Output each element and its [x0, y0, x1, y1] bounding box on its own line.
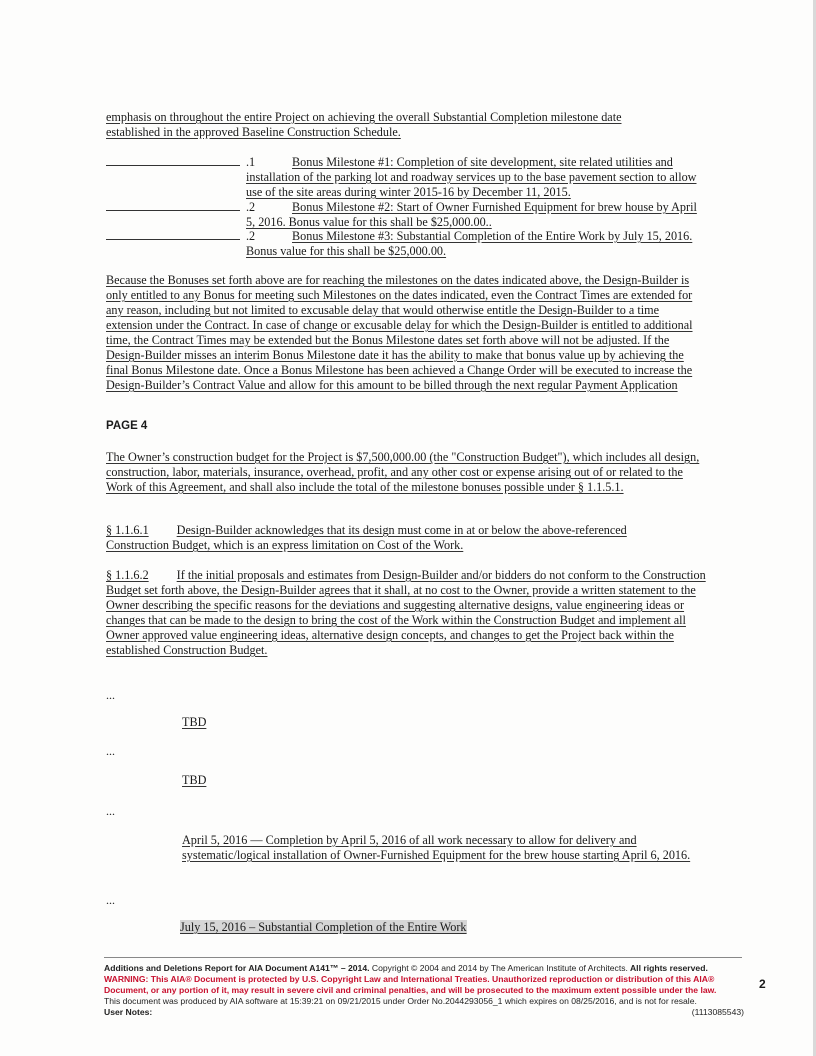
milestone-number: .2	[246, 200, 256, 214]
ellipsis: ...	[106, 688, 115, 702]
milestone-number: .1	[246, 155, 256, 169]
section-number: § 1.1.6.1	[106, 523, 149, 537]
document-id: (1113085543)	[691, 1007, 744, 1017]
footer-produced: This document was produced by AIA software at 15:39:21 on 09/21/2015 under Order No.2044293056_1 which expires on 08/25/2016, and is not for resale.	[104, 996, 697, 1006]
footer-user-notes-row	[104, 1007, 744, 1018]
milestone-leader-line	[106, 165, 240, 166]
milestone-text: .1 Bonus Milestone #1: Completion of site development, site related utilities and installation of the parking lot and roadway services up to the base pavement section to allow use of the site areas during winter 2015-16 by December 11, 2015.	[246, 155, 697, 199]
footer-rule	[104, 957, 742, 958]
footer	[104, 963, 744, 1018]
bonus-milestone-3	[106, 229, 706, 259]
section-1-1-6-1	[106, 523, 666, 553]
ellipsis: ...	[106, 804, 115, 818]
section-text: Design-Builder acknowledges that its design must come in at or below the above-referenced Construction Budget, which is an express limitation on Cost of the Work.	[106, 523, 627, 552]
section-number: § 1.1.6.2	[106, 568, 149, 582]
july-completion-entry: July 15, 2016 – Substantial Completion of the Entire Work	[180, 920, 467, 934]
milestone-leader-line	[106, 239, 240, 240]
ellipsis: ...	[106, 744, 115, 758]
april-completion-entry: April 5, 2016 — Completion by April 5, 2016 of all work necessary to allow for delivery and systematic/logical installation of Owner-Furnished Equipment for the brew house starting April 6, 2016.	[182, 833, 691, 862]
page-heading: PAGE 4	[106, 420, 148, 432]
section-1-1-6-2	[106, 568, 710, 658]
intro-line-1: emphasis on throughout the entire Project on achieving the overall Substantial Completion milestone date	[106, 110, 622, 124]
footer-copyright: Additions and Deletions Report for AIA Document A141™ – 2014. Copyright © 2004 and 2014 by The American Institute of Architects. All rights reserved.	[104, 963, 708, 973]
budget-paragraph: The Owner’s construction budget for the Project is $7,500,000.00 (the "Construction Budget"), which includes all design, construction, labor, materials, insurance, overhead, profit, and any other cost or expense arising out of or related to the Work of this Agreement, and shall also include the total of the milestone bonuses possible under § 1.1.5.1.	[106, 450, 700, 494]
bonus-milestone-1	[106, 155, 706, 200]
intro-line-2: established in the approved Baseline Construction Schedule.	[106, 125, 401, 139]
intro-paragraph	[106, 110, 716, 140]
tbd-entry-2: TBD	[182, 773, 207, 787]
bonus-milestone-2	[106, 200, 706, 230]
ellipsis: ...	[106, 893, 115, 907]
milestone-number: .2	[246, 229, 256, 243]
milestone-text: .2 Bonus Milestone #3: Substantial Completion of the Entire Work by July 15, 2016. Bonus value for this shall be $25,000.00.	[246, 229, 693, 258]
tbd-entry-1: TBD	[182, 715, 207, 729]
bonus-paragraph: Because the Bonuses set forth above are for reaching the milestones on the dates indicated above, the Design-Builder is only entitled to any Bonus for meeting such Milestones on the dates indicated, even the Contract Times are extended for any reason, including but not limited to excusable delay that would otherwise entitle the Design-Builder to a time extension under the Contract. In case of change or excusable delay for which the Design-Builder is entitled to additional time, the Contract Times may be extended but the Bonus Milestone dates set forth above will not be adjusted. If the Design-Builder misses an interim Bonus Milestone date it has the ability to make that bonus value up by achieving the final Bonus Milestone date. Once a Bonus Milestone has been achieved a Change Order will be executed to increase the Design-Builder’s Contract Value and allow for this amount to be billed through the next regular Payment Application	[106, 273, 693, 392]
page-number: 2	[759, 977, 766, 991]
milestone-leader-line	[106, 210, 240, 211]
footer-warning: WARNING: This AIA® Document is protected by U.S. Copyright Law and International Treaties. Unauthorized reproduction or distribution of this AIA® Document, or any portion of it, may result in severe civil and criminal penalties, and will be prosecuted to the maximum extent possible under the law.	[104, 974, 717, 995]
milestone-text: .2 Bonus Milestone #2: Start of Owner Furnished Equipment for brew house by April 5, 2016. Bonus value for this shall be $25,000.00..	[246, 200, 697, 229]
section-text: If the initial proposals and estimates from Design-Builder and/or bidders do not conform to the Construction Budget set forth above, the Design-Builder agrees that it shall, at no cost to the Owner, provide a written statement to the Owner describing the specific reasons for the deviations and suggesting alternative designs, value engineering ideas or changes that can be made to the design to bring the cost of the Work within the Construction Budget and implement all Owner approved value engineering ideas, alternative design concepts, and changes to get the Project back within the established Construction Budget.	[106, 568, 706, 657]
user-notes-label: User Notes:	[104, 1007, 153, 1017]
